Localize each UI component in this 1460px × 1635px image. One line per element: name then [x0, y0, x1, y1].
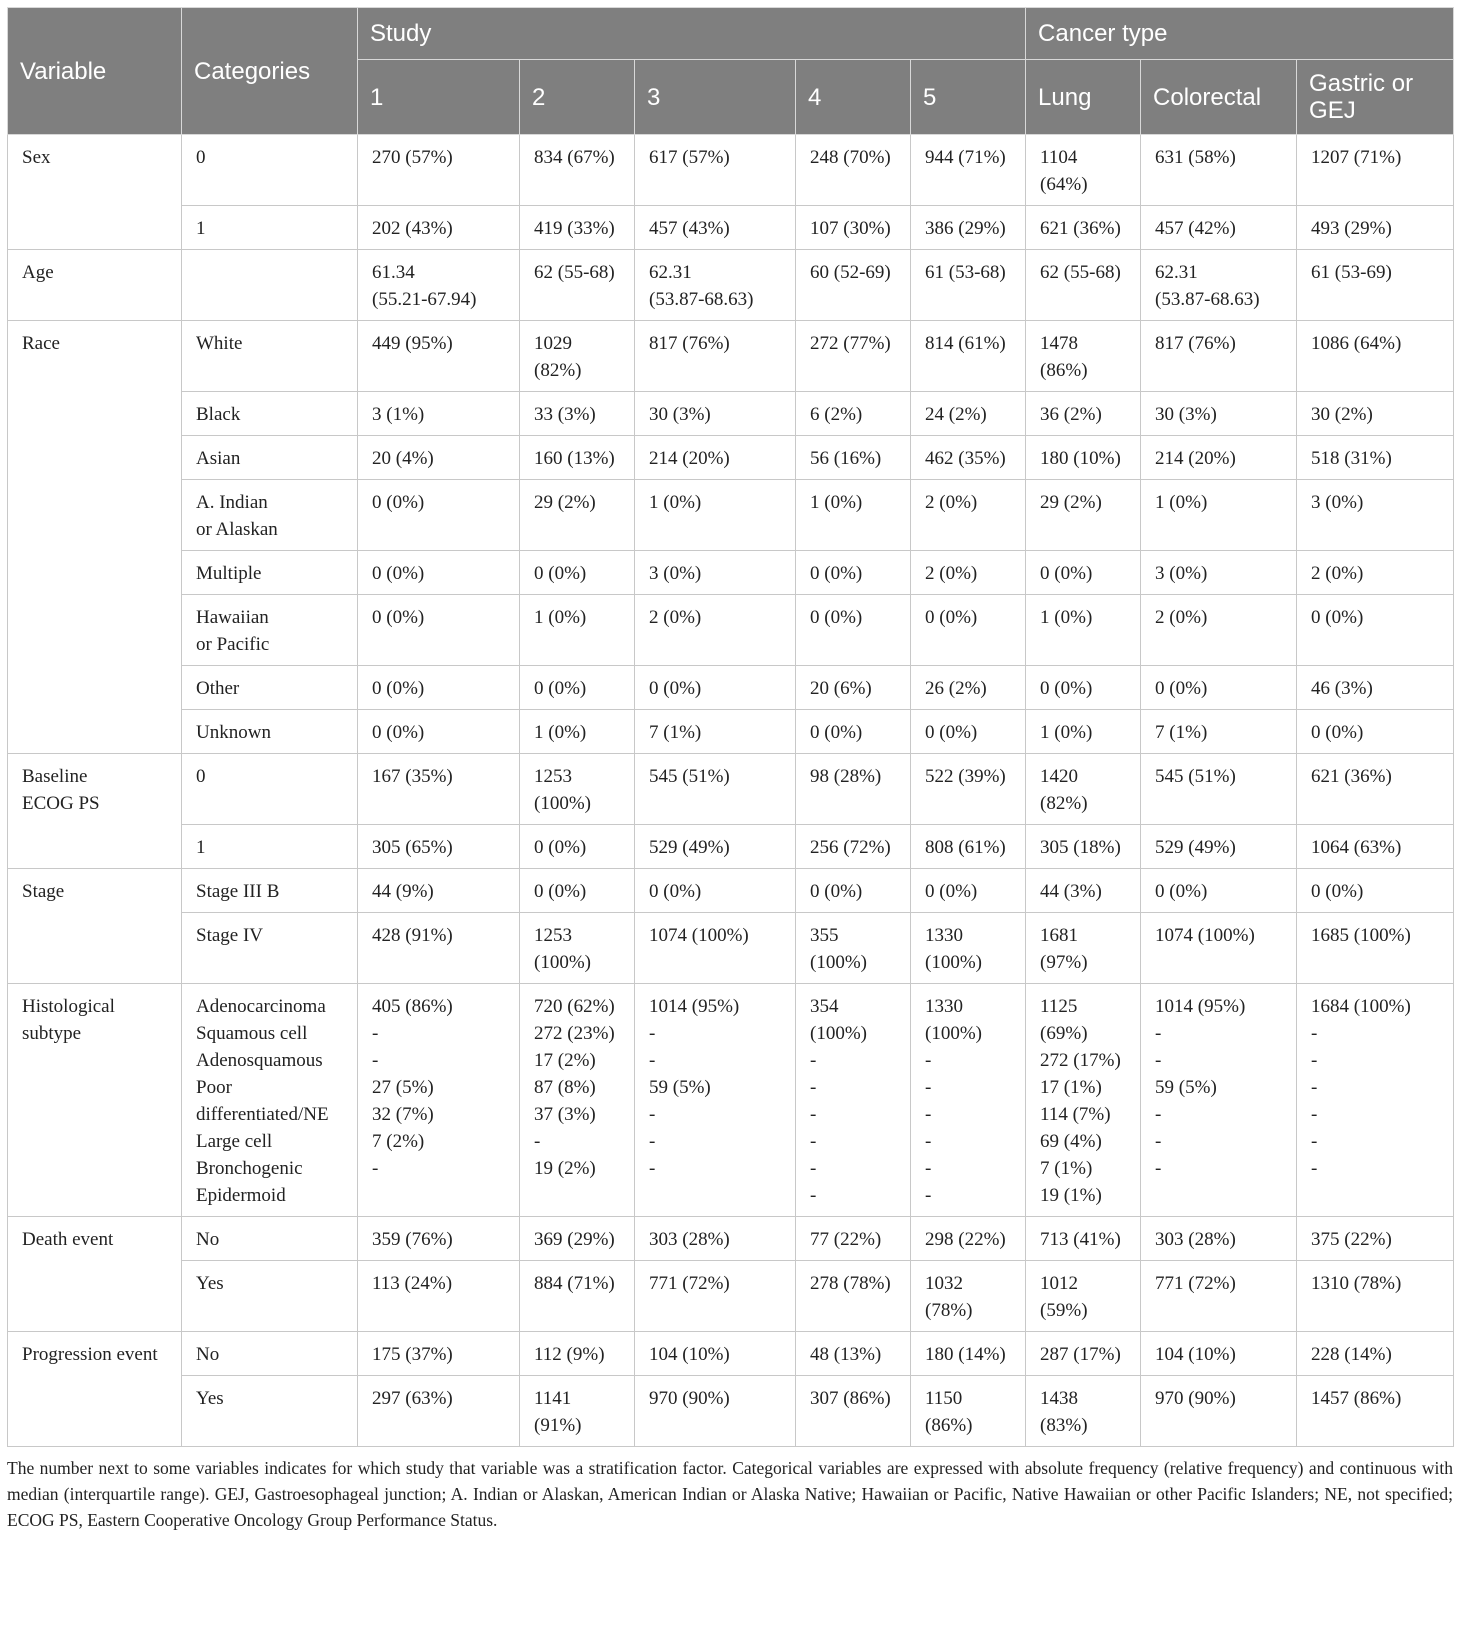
table-row [8, 754, 1454, 825]
value-cell: 0 (0%) [358, 480, 520, 551]
value-cell: 1685 (100%) [1297, 913, 1454, 984]
value-cell: 278 (78%) [796, 1261, 911, 1332]
value-cell: 20 (6%) [796, 666, 911, 710]
value-cell: 30 (3%) [1141, 392, 1297, 436]
category-cell: Unknown [182, 710, 358, 754]
value-cell: 1330 (100%) [911, 913, 1026, 984]
value-cell: 62.31 (53.87-68.63) [635, 250, 796, 321]
value-cell: 1684 (100%) - - - - - - [1297, 984, 1454, 1217]
value-cell: 2 (0%) [1297, 551, 1454, 595]
value-cell: 214 (20%) [635, 436, 796, 480]
value-cell: 175 (37%) [358, 1332, 520, 1376]
table-row [8, 135, 1454, 206]
category-cell: Other [182, 666, 358, 710]
category-cell: White [182, 321, 358, 392]
value-cell: 0 (0%) [358, 666, 520, 710]
value-cell: 298 (22%) [911, 1217, 1026, 1261]
value-cell: 1104 (64%) [1026, 135, 1141, 206]
value-cell: 256 (72%) [796, 825, 911, 869]
value-cell: 1125 (69%) 272 (17%) 17 (1%) 114 (7%) 69 (4%) 7 (1%) 19 (1%) [1026, 984, 1141, 1217]
value-cell: 457 (42%) [1141, 206, 1297, 250]
value-cell: 771 (72%) [1141, 1261, 1297, 1332]
header-study-2: 2 [520, 60, 635, 135]
value-cell: 104 (10%) [1141, 1332, 1297, 1376]
table-row [8, 206, 1454, 250]
value-cell: 305 (65%) [358, 825, 520, 869]
header-study-3: 3 [635, 60, 796, 135]
category-cell: No [182, 1332, 358, 1376]
variable-cell: Histological subtype [8, 984, 182, 1217]
value-cell: 160 (13%) [520, 436, 635, 480]
value-cell: 369 (29%) [520, 1217, 635, 1261]
value-cell: 287 (17%) [1026, 1332, 1141, 1376]
value-cell: 375 (22%) [1297, 1217, 1454, 1261]
value-cell: 0 (0%) [520, 825, 635, 869]
value-cell: 884 (71%) [520, 1261, 635, 1332]
table-row [8, 984, 1454, 1217]
value-cell: 60 (52-69) [796, 250, 911, 321]
value-cell: 113 (24%) [358, 1261, 520, 1332]
value-cell: 529 (49%) [635, 825, 796, 869]
value-cell: 77 (22%) [796, 1217, 911, 1261]
value-cell: 202 (43%) [358, 206, 520, 250]
value-cell: 493 (29%) [1297, 206, 1454, 250]
value-cell: 2 (0%) [911, 480, 1026, 551]
value-cell: 1064 (63%) [1297, 825, 1454, 869]
value-cell: 1 (0%) [796, 480, 911, 551]
value-cell: 1330 (100%) - - - - - - [911, 984, 1026, 1217]
header-categories: Categories [182, 8, 358, 135]
value-cell: 0 (0%) [520, 551, 635, 595]
value-cell: 1074 (100%) [635, 913, 796, 984]
value-cell: 228 (14%) [1297, 1332, 1454, 1376]
value-cell: 62 (55-68) [1026, 250, 1141, 321]
category-cell: Yes [182, 1376, 358, 1447]
value-cell: 303 (28%) [635, 1217, 796, 1261]
value-cell: 808 (61%) [911, 825, 1026, 869]
variable-cell: Baseline ECOG PS [8, 754, 182, 869]
value-cell: 2 (0%) [635, 595, 796, 666]
table-row [8, 913, 1454, 984]
value-cell: 36 (2%) [1026, 392, 1141, 436]
value-cell: 529 (49%) [1141, 825, 1297, 869]
value-cell: 44 (9%) [358, 869, 520, 913]
value-cell: 305 (18%) [1026, 825, 1141, 869]
value-cell: 814 (61%) [911, 321, 1026, 392]
value-cell: 522 (39%) [911, 754, 1026, 825]
variable-cell: Stage [8, 869, 182, 984]
value-cell: 297 (63%) [358, 1376, 520, 1447]
table-row [8, 250, 1454, 321]
header-study-group: Study [358, 8, 1026, 60]
value-cell: 970 (90%) [1141, 1376, 1297, 1447]
value-cell: 1 (0%) [635, 480, 796, 551]
table-footnote: The number next to some variables indicates for which study that variable was a stratification factor. Categorical variables are expressed with absolute frequency (relative frequency) and continuous with median (interquartile range). GEJ, Gastroesophageal junction; A. Indian or Alaskan, American Indian or Alaska Native; Hawaiian or Pacific, Native Hawaiian or other Pacific Islanders; NE, not specified; ECOG PS, Eastern Cooperative Oncology Group Performance Status. [7, 1458, 1453, 1530]
value-cell: 24 (2%) [911, 392, 1026, 436]
category-cell: No [182, 1217, 358, 1261]
value-cell: 7 (1%) [635, 710, 796, 754]
category-cell: 0 [182, 135, 358, 206]
value-cell: 1420 (82%) [1026, 754, 1141, 825]
category-cell: A. Indian or Alaskan [182, 480, 358, 551]
value-cell: 1 (0%) [1026, 710, 1141, 754]
value-cell: 29 (2%) [1026, 480, 1141, 551]
value-cell: 1253 (100%) [520, 913, 635, 984]
value-cell: 0 (0%) [796, 551, 911, 595]
value-cell: 0 (0%) [911, 710, 1026, 754]
value-cell: 834 (67%) [520, 135, 635, 206]
value-cell: 1014 (95%) - - 59 (5%) - - - [635, 984, 796, 1217]
value-cell: 167 (35%) [358, 754, 520, 825]
table-row [8, 436, 1454, 480]
value-cell: 1029 (82%) [520, 321, 635, 392]
value-cell: 48 (13%) [796, 1332, 911, 1376]
value-cell: 61 (53-69) [1297, 250, 1454, 321]
value-cell: 545 (51%) [1141, 754, 1297, 825]
table-container [7, 7, 1453, 1533]
value-cell: 0 (0%) [358, 551, 520, 595]
value-cell: 1086 (64%) [1297, 321, 1454, 392]
category-cell: 0 [182, 754, 358, 825]
table-row [8, 595, 1454, 666]
table-header [8, 8, 1454, 135]
value-cell: 6 (2%) [796, 392, 911, 436]
header-cancer-colorectal: Colorectal [1141, 60, 1297, 135]
value-cell: 270 (57%) [358, 135, 520, 206]
value-cell: 33 (3%) [520, 392, 635, 436]
table-row [8, 1261, 1454, 1332]
value-cell: 1141 (91%) [520, 1376, 635, 1447]
table-row [8, 825, 1454, 869]
value-cell: 1032 (78%) [911, 1261, 1026, 1332]
variable-cell: Race [8, 321, 182, 754]
value-cell: 0 (0%) [796, 869, 911, 913]
variable-cell: Age [8, 250, 182, 321]
value-cell: 970 (90%) [635, 1376, 796, 1447]
value-cell: 0 (0%) [520, 869, 635, 913]
value-cell: 457 (43%) [635, 206, 796, 250]
value-cell: 2 (0%) [1141, 595, 1297, 666]
table-row [8, 1332, 1454, 1376]
table-row [8, 321, 1454, 392]
value-cell: 61 (53-68) [911, 250, 1026, 321]
value-cell: 386 (29%) [911, 206, 1026, 250]
value-cell: 1014 (95%) - - 59 (5%) - - - [1141, 984, 1297, 1217]
value-cell: 3 (0%) [635, 551, 796, 595]
header-variable: Variable [8, 8, 182, 135]
value-cell: 405 (86%) - - 27 (5%) 32 (7%) 7 (2%) - [358, 984, 520, 1217]
table-row [8, 1376, 1454, 1447]
category-cell: Multiple [182, 551, 358, 595]
header-study-5: 5 [911, 60, 1026, 135]
table-row [8, 392, 1454, 436]
value-cell: 3 (0%) [1297, 480, 1454, 551]
variable-cell: Sex [8, 135, 182, 250]
table-row [8, 710, 1454, 754]
baseline-characteristics-table [7, 7, 1454, 1447]
value-cell: 462 (35%) [911, 436, 1026, 480]
value-cell: 1 (0%) [1141, 480, 1297, 551]
value-cell: 61.34 (55.21-67.94) [358, 250, 520, 321]
value-cell: 817 (76%) [635, 321, 796, 392]
value-cell: 0 (0%) [1141, 869, 1297, 913]
category-cell: Yes [182, 1261, 358, 1332]
category-cell: 1 [182, 825, 358, 869]
value-cell: 621 (36%) [1297, 754, 1454, 825]
value-cell: 248 (70%) [796, 135, 911, 206]
category-cell: Hawaiian or Pacific [182, 595, 358, 666]
value-cell: 0 (0%) [1297, 869, 1454, 913]
value-cell: 1074 (100%) [1141, 913, 1297, 984]
value-cell: 1 (0%) [520, 710, 635, 754]
value-cell: 0 (0%) [635, 666, 796, 710]
value-cell: 1681 (97%) [1026, 913, 1141, 984]
value-cell: 1457 (86%) [1297, 1376, 1454, 1447]
category-cell: Asian [182, 436, 358, 480]
value-cell: 0 (0%) [1026, 666, 1141, 710]
value-cell: 720 (62%) 272 (23%) 17 (2%) 87 (8%) 37 (3%) - 19 (2%) [520, 984, 635, 1217]
value-cell: 631 (58%) [1141, 135, 1297, 206]
value-cell: 180 (14%) [911, 1332, 1026, 1376]
value-cell: 428 (91%) [358, 913, 520, 984]
header-row-groups [8, 8, 1454, 60]
category-cell: Black [182, 392, 358, 436]
table-row [8, 551, 1454, 595]
value-cell: 0 (0%) [796, 710, 911, 754]
value-cell: 771 (72%) [635, 1261, 796, 1332]
header-study-1: 1 [358, 60, 520, 135]
value-cell: 29 (2%) [520, 480, 635, 551]
value-cell: 621 (36%) [1026, 206, 1141, 250]
table-row [8, 480, 1454, 551]
value-cell: 0 (0%) [1141, 666, 1297, 710]
value-cell: 0 (0%) [1297, 595, 1454, 666]
value-cell: 26 (2%) [911, 666, 1026, 710]
header-cancer-lung: Lung [1026, 60, 1141, 135]
value-cell: 359 (76%) [358, 1217, 520, 1261]
value-cell: 0 (0%) [358, 710, 520, 754]
value-cell: 419 (33%) [520, 206, 635, 250]
value-cell: 0 (0%) [911, 595, 1026, 666]
category-cell: 1 [182, 206, 358, 250]
value-cell: 713 (41%) [1026, 1217, 1141, 1261]
value-cell: 1 (0%) [1026, 595, 1141, 666]
value-cell: 1310 (78%) [1297, 1261, 1454, 1332]
header-study-4: 4 [796, 60, 911, 135]
value-cell: 180 (10%) [1026, 436, 1141, 480]
value-cell: 0 (0%) [911, 869, 1026, 913]
value-cell: 272 (77%) [796, 321, 911, 392]
variable-cell: Progression event [8, 1332, 182, 1447]
table-body [8, 135, 1454, 1447]
value-cell: 617 (57%) [635, 135, 796, 206]
value-cell: 303 (28%) [1141, 1217, 1297, 1261]
value-cell: 62 (55-68) [520, 250, 635, 321]
value-cell: 1438 (83%) [1026, 1376, 1141, 1447]
value-cell: 3 (0%) [1141, 551, 1297, 595]
value-cell: 30 (2%) [1297, 392, 1454, 436]
value-cell: 944 (71%) [911, 135, 1026, 206]
value-cell: 30 (3%) [635, 392, 796, 436]
table-row [8, 869, 1454, 913]
category-cell: Stage IV [182, 913, 358, 984]
value-cell: 307 (86%) [796, 1376, 911, 1447]
value-cell: 1207 (71%) [1297, 135, 1454, 206]
value-cell: 98 (28%) [796, 754, 911, 825]
value-cell: 1150 (86%) [911, 1376, 1026, 1447]
value-cell: 0 (0%) [520, 666, 635, 710]
value-cell: 104 (10%) [635, 1332, 796, 1376]
value-cell: 0 (0%) [635, 869, 796, 913]
value-cell: 2 (0%) [911, 551, 1026, 595]
category-cell: Adenocarcinoma Squamous cell Adenosquamous Poor differentiated/NE Large cell Bronchogenic Epidermoid [182, 984, 358, 1217]
value-cell: 3 (1%) [358, 392, 520, 436]
header-cancer-type-group: Cancer type [1026, 8, 1454, 60]
value-cell: 46 (3%) [1297, 666, 1454, 710]
value-cell: 1 (0%) [520, 595, 635, 666]
table-row [8, 1217, 1454, 1261]
table-row [8, 666, 1454, 710]
value-cell: 354 (100%) - - - - - - [796, 984, 911, 1217]
value-cell: 817 (76%) [1141, 321, 1297, 392]
value-cell: 0 (0%) [1026, 551, 1141, 595]
value-cell: 1478 (86%) [1026, 321, 1141, 392]
category-cell: Stage III B [182, 869, 358, 913]
value-cell: 518 (31%) [1297, 436, 1454, 480]
value-cell: 62.31 (53.87-68.63) [1141, 250, 1297, 321]
category-cell [182, 250, 358, 321]
value-cell: 355 (100%) [796, 913, 911, 984]
value-cell: 0 (0%) [796, 595, 911, 666]
value-cell: 107 (30%) [796, 206, 911, 250]
value-cell: 7 (1%) [1141, 710, 1297, 754]
header-cancer-gastric: Gastric or GEJ [1297, 60, 1454, 135]
value-cell: 0 (0%) [1297, 710, 1454, 754]
value-cell: 20 (4%) [358, 436, 520, 480]
value-cell: 545 (51%) [635, 754, 796, 825]
value-cell: 44 (3%) [1026, 869, 1141, 913]
value-cell: 112 (9%) [520, 1332, 635, 1376]
value-cell: 0 (0%) [358, 595, 520, 666]
value-cell: 56 (16%) [796, 436, 911, 480]
value-cell: 1253 (100%) [520, 754, 635, 825]
value-cell: 1012 (59%) [1026, 1261, 1141, 1332]
variable-cell: Death event [8, 1217, 182, 1332]
value-cell: 449 (95%) [358, 321, 520, 392]
value-cell: 214 (20%) [1141, 436, 1297, 480]
